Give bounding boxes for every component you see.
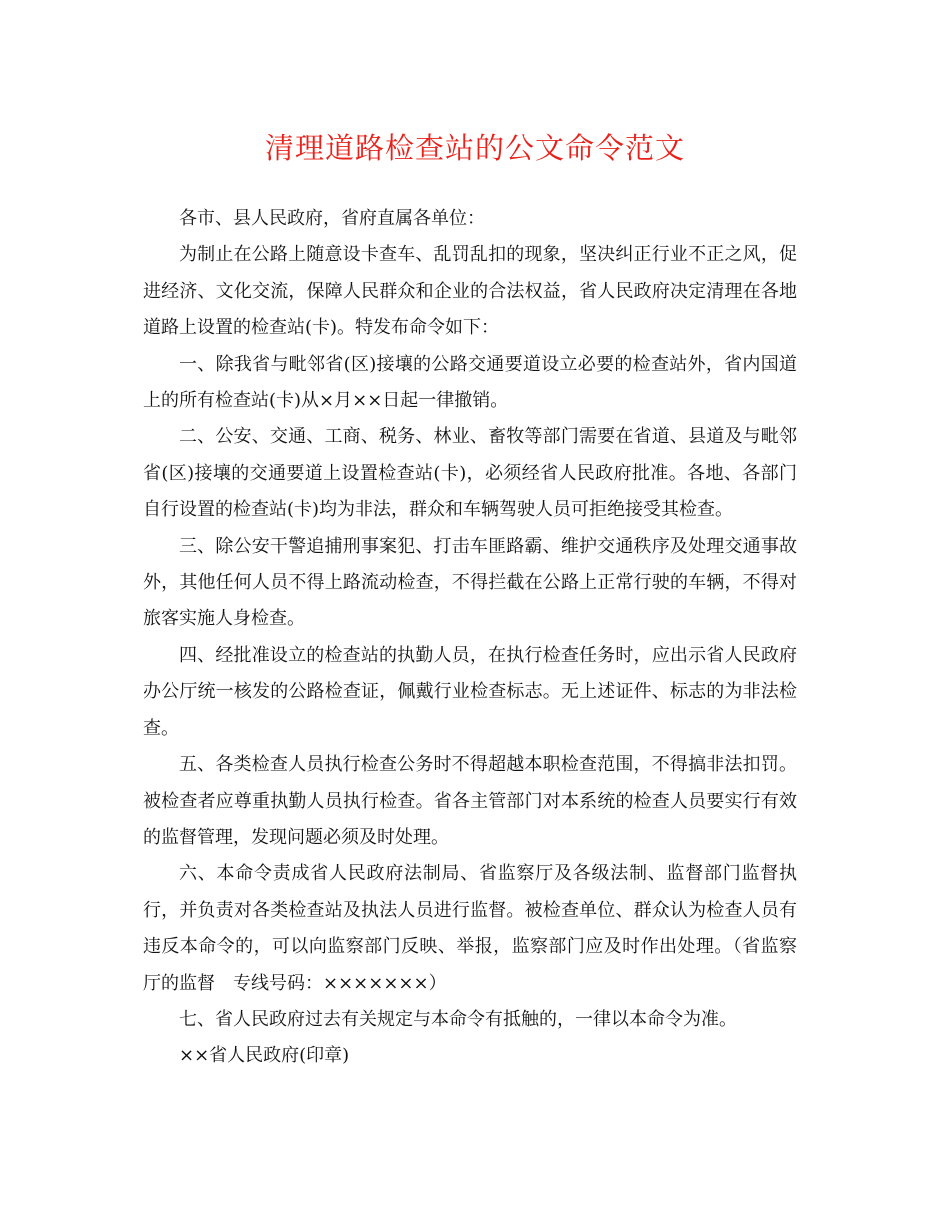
clause-2: 二、公安、交通、工商、税务、林业、畜牧等部门需要在省道、县道及与毗邻省(区)接壤的交通要道上设置检查站(卡)，必须经省人民政府批准。各地、各部门自行设置的检查站(卡)均为非法，群众和车辆驾驶人员可拒绝接受其检查。 — [143, 426, 797, 521]
clause-7: 七、省人民政府过去有关规定与本命令有抵触的，一律以本命令为准。 — [179, 1008, 737, 1030]
salutation: 各市、县人民政府，省府直属各单位： — [179, 208, 485, 229]
intro-paragraph: 为制止在公路上随意设卡查车、乱罚乱扣的现象，坚决纠正行业不正之风，促进经济、文化交流，保障人民群众和企业的合法权益，省人民政府决定清理在各地道路上设置的检查站(卡)。特发布命令如下： — [143, 244, 797, 339]
document-title: 清理道路检查站的公文命令范文 — [264, 131, 685, 165]
clause-1: 一、除我省与毗邻省(区)接壤的公路交通要道设立必要的检查站外，省内国道上的所有检查站(卡)从×月××日起一律撤销。 — [143, 353, 797, 412]
clause-4: 四、经批准设立的检查站的执勤人员，在执行检查任务时，应出示省人民政府办公厅统一核发的公路检查证，佩戴行业检查标志。无上述证件、标志的为非法检查。 — [143, 644, 797, 739]
clause-5: 五、各类检查人员执行检查公务时不得超越本职检查范围，不得搞非法扣罚。被检查者应尊重执勤人员执行检查。省各主管部门对本系统的检查人员要实行有效的监督管理，发现问题必须及时处理。 — [143, 754, 797, 848]
signature: ××省人民政府(印章) — [179, 1045, 350, 1067]
clause-6: 六、本命令责成省人民政府法制局、省监察厅及各级法制、监督部门监督执行，并负责对各类检查站及执法人员进行监督。被检查单位、群众认为检查人员有违反本命令的，可以向监察部门反映、举报，监察部门应及时作出处理。（省监察厅的监督 专线号码：×××××××） — [143, 863, 797, 994]
clause-3: 三、除公安干警追捕刑事案犯、打击车匪路霸、维护交通秩序及处理交通事故外，其他任何人员不得上路流动检查，不得拦截在公路上正常行驶的车辆，不得对旅客实施人身检查。 — [143, 535, 797, 630]
document-body — [143, 201, 797, 1075]
